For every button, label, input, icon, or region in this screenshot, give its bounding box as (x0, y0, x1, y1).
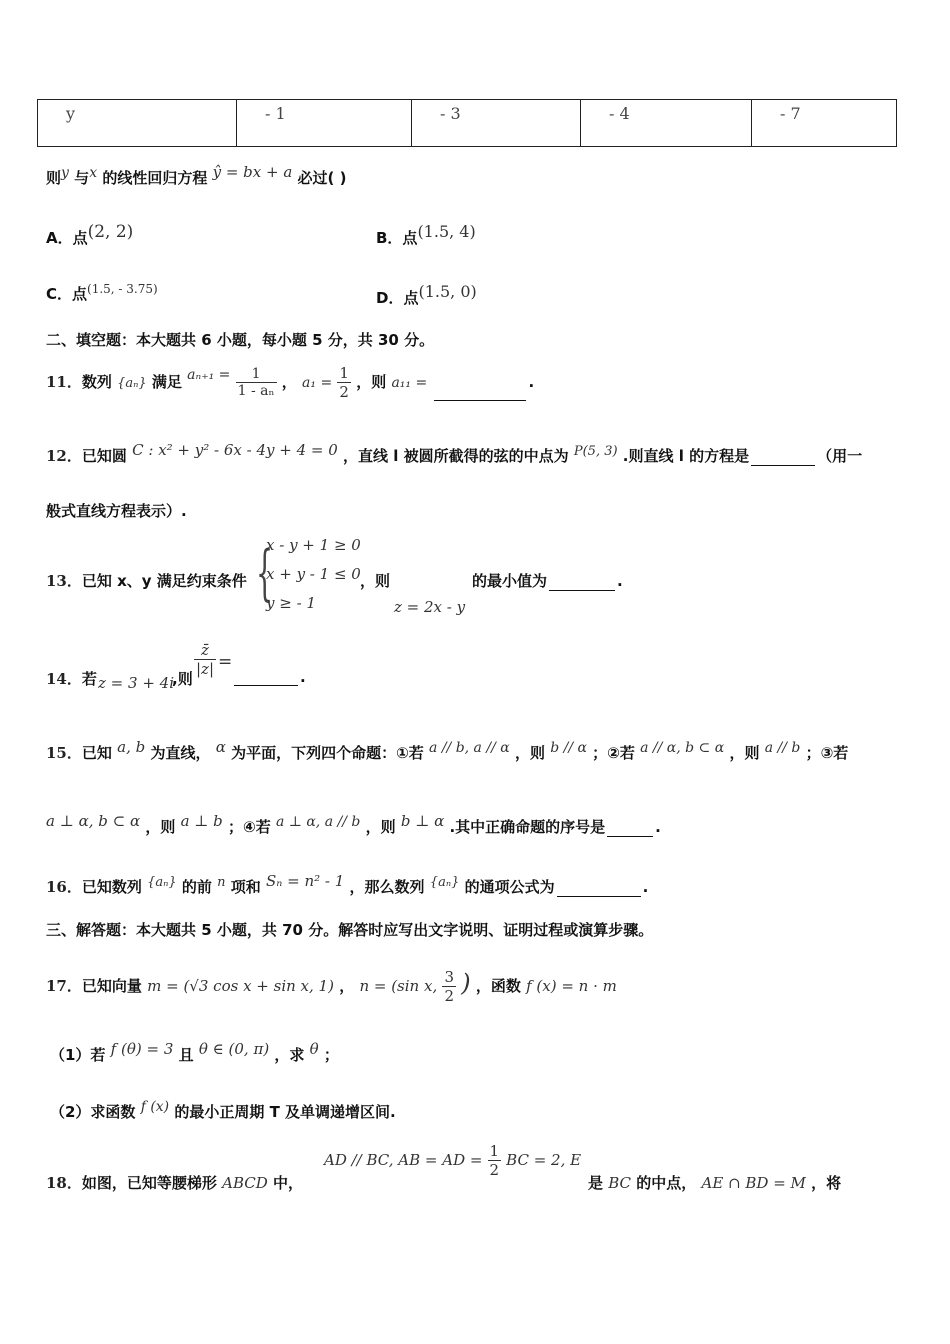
section-3-heading: 三、解答题：本大题共 5 小题，共 70 分。解答时应写出文字说明、证明过程或演算步骤。 (46, 921, 654, 939)
question-17-part-1: （1）若 $^{f (\theta) = 3}$ 且 $^{\theta \in (0, \pi)}$ ，求 $^\theta$ ； (50, 1040, 339, 1064)
equals-sign: = (218, 652, 233, 672)
table-cell: - 1 (237, 100, 412, 147)
question-18-tail: 是 BC 的中点， AE ∩ BD = M ，将 (588, 1174, 842, 1192)
constraint-3: y ≥ - 1 (266, 594, 316, 612)
question-14-blank: . (232, 668, 306, 686)
table-cell: - 3 (412, 100, 581, 147)
z-ratio: $\frac{z̄}{|z|}$ (196, 641, 215, 678)
question-15-line2: $^{a \perp \alpha, b \subset \alpha}$ ，则 $^{a \perp b}$ ；④若 $^{a \perp \alpha, a // b}$ ，则 $^{b \perp \alpha}$ .其中正确命题的序号是 . (46, 812, 661, 836)
constraint-2: x + y - 1 ≤ 0 (266, 565, 361, 583)
value-table (37, 99, 897, 147)
question-15-line1: 15．已知 $^{a, b}$ 为直线， $^\alpha$ 为平面，下列四个命题：①若 $^{a // b, a // \alpha}$ ，则 $^{b // \alpha}$ ；②若 $^{a // \alpha, b \subset \alpha}$ ，则 $^{a // b}$ ；③若 (46, 738, 849, 762)
trapezoid-condition: AD // BC, AB = AD = $\frac{1}{2}$ BC = 2, E (324, 1142, 582, 1179)
question-11: 11．数列 {aₙ} 满足 aₙ₊₁ = $\frac{1}{\text{1 - aₙ}}$ ， a₁ = $\frac{1}{2}$ ，则 a₁₁ = . (46, 364, 535, 401)
question-16: 16．已知数列 $^{\{a_n\}}$ 的前 $^n$ 项和 $^{S_n = n^2 - 1}$ ，那么数列 $^{\{a_n\}}$ 的通项公式为 . (46, 872, 649, 896)
table-row (38, 100, 897, 147)
table-cell: y (38, 100, 237, 147)
option-a: A．点$^{(2, 2)}$ (46, 222, 134, 247)
table-cell: - 7 (752, 100, 897, 147)
section-2-heading: 二、填空题：本大题共 6 小题，每小题 5 分，共 30 分。 (46, 331, 435, 349)
question-14: 14．若 (46, 670, 97, 688)
option-d: D．点$^{(1.5, 0)}$ (376, 282, 477, 307)
question-17-part-2: （2）求函数 $^{f (x)}$ 的最小正周期 T 及单调递增区间. (50, 1099, 396, 1121)
option-c: C．点$^{(1.5, - 3.75)}$ (46, 282, 158, 303)
objective: z = 2x - y (394, 598, 466, 616)
question-10-stem: 则$^y$ 与$^x$ 的线性回归方程 $^{ŷ = bx + a}$ 必过( ) (46, 163, 347, 187)
question-18: 18．如图，已知等腰梯形 ABCD 中， (46, 1174, 304, 1192)
z-definition: z = 3 + 4i (98, 674, 174, 692)
question-17: 17．已知向量 m = (√3 cos x + sin x, 1) ， n = (sin x, $\frac{3}{2}$ ) ，函数 f (x) = n · m (46, 968, 617, 1005)
question-12-cont: 般式直线方程表示）. (46, 502, 187, 520)
constraint-1: x - y + 1 ≥ 0 (266, 536, 361, 554)
question-13-then: ，则 (360, 572, 391, 590)
option-b: B．点$^{(1.5, 4)}$ (376, 222, 476, 247)
question-13-tail: 的最小值为 . (472, 572, 623, 590)
question-12: 12．已知圆 $^{C : x^2 + y^2 - 6x - 4y + 4 = 0}$ ，直线 l 被圆所截得的弦的中点为 $^{P(5, 3)}$ .则直线 l 的方程是 （用一 (46, 441, 863, 465)
question-13: 13．已知 x、y 满足约束条件 (46, 572, 247, 590)
constraint-brace: { (256, 538, 274, 608)
table-cell: - 4 (581, 100, 752, 147)
question-14-then: ,则 (172, 670, 193, 688)
